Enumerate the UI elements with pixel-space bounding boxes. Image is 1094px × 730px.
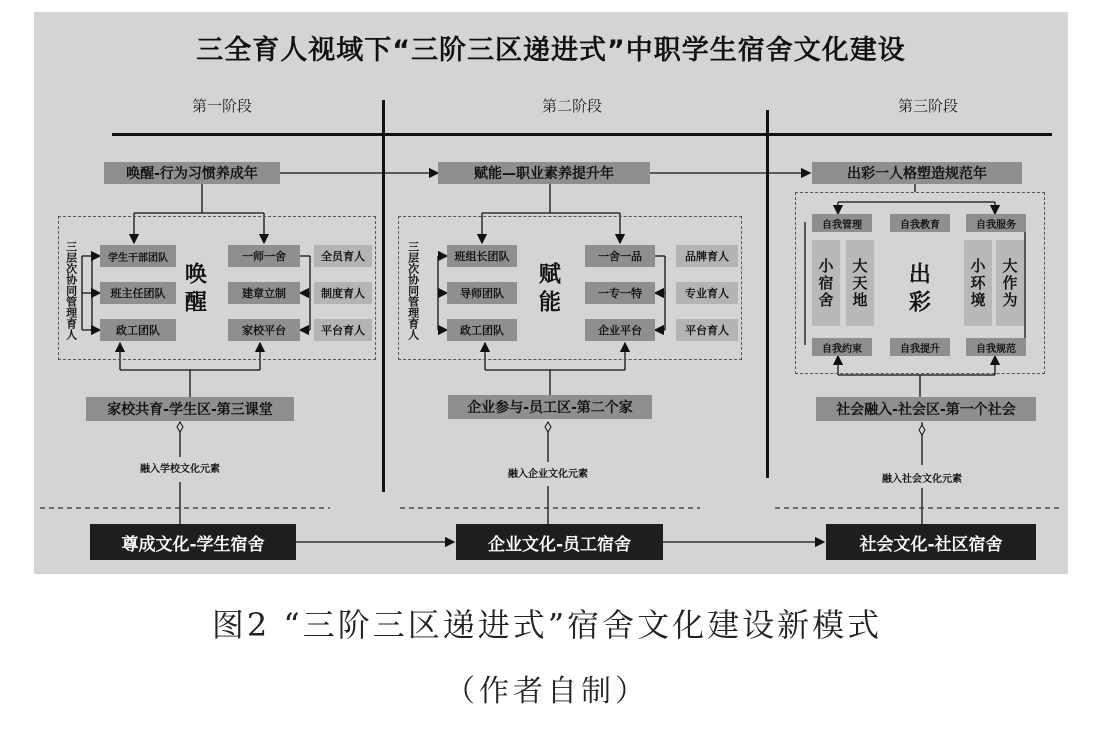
stage-2-center-text: 赋能 — [535, 262, 561, 318]
stage-1-dorm: 尊成文化-学生宿舍 — [90, 524, 296, 560]
stage-1-mid-item: 一师一舍 — [228, 245, 300, 267]
figure-caption-source: （作者自制） — [445, 674, 649, 709]
stage-1-left-item: 学生干部团队 — [100, 245, 176, 267]
stage-1-label: 第一阶段 — [191, 97, 252, 115]
stage-3-bottom-item: 自我提升 — [890, 338, 950, 356]
stage-1-right-item: 全员育人 — [314, 245, 372, 267]
stage-3-center-shine — [904, 262, 934, 318]
stage-3-column: 小环境 — [964, 240, 992, 326]
stage-1-left-item: 班主任团队 — [100, 282, 176, 304]
stage-3-bottom-item: 自我约束 — [812, 338, 872, 356]
stage-3-top-item: 自我管理 — [812, 214, 872, 232]
year-box-empower: 赋能—职业素养提升年 — [438, 162, 650, 184]
stage-1-vertical-label: 三层次协同管理育人 — [64, 240, 78, 340]
stage-3-label: 第三阶段 — [897, 97, 958, 115]
stage-2-label: 第二阶段 — [541, 97, 602, 115]
stage-2-vertical-label: 三层次协同管理育人 — [406, 240, 420, 340]
stage-separator-1 — [382, 100, 385, 492]
stage-1-right-item: 制度育人 — [314, 282, 372, 304]
stage-2-zone: 企业参与-员工区-第二个家 — [448, 395, 652, 419]
stage-1-left-item: 政工团队 — [100, 319, 176, 341]
stage-1-center-text: 唤醒 — [181, 262, 207, 318]
stage-2-mid-item: 一舍一品 — [585, 245, 655, 267]
stage-3-zone: 社会融入-社会区-第一个社会 — [816, 397, 1036, 421]
stage-3-fusion: 融入社会文化元素 — [872, 470, 972, 485]
stage-2-center-empower — [534, 262, 564, 318]
stage-3-column: 大作为 — [996, 240, 1024, 326]
year-box-awaken: 唤醒-行为习惯养成年 — [104, 162, 280, 184]
stage-3-top-item: 自我教育 — [890, 214, 950, 232]
stage-3-top-item: 自我服务 — [966, 214, 1026, 232]
stage-3-bottom-item: 自我规范 — [966, 338, 1026, 356]
stage-3-dorm: 社会文化-社区宿舍 — [826, 524, 1036, 560]
stage-1-fusion: 融入学校文化元素 — [130, 460, 230, 475]
stage-1-mid-item: 家校平台 — [228, 319, 300, 341]
stage-1-right-item: 平台育人 — [314, 319, 372, 341]
stage-2-dorm: 企业文化-员工宿舍 — [456, 524, 663, 560]
stage-separator-2 — [766, 110, 769, 478]
stage-2-left-item: 班组长团队 — [447, 245, 517, 267]
figure-caption: 图2 “三阶三区递进式”宿舍文化建设新模式 — [211, 606, 883, 644]
stage-2-mid-item: 企业平台 — [585, 319, 655, 341]
diagram-title: 三全育人视域下“三阶三区递进式”中职学生宿舍文化建设 — [196, 35, 906, 66]
year-box-shine: 出彩一人格塑造规范年 — [812, 162, 1022, 184]
stage-divider-line — [112, 133, 1052, 136]
stage-2-left-item: 导师团队 — [447, 282, 517, 304]
stage-3-column: 大天地 — [846, 240, 874, 326]
stage-2-right-item: 专业育人 — [676, 282, 738, 304]
stage-3-center-text: 出彩 — [905, 262, 931, 318]
stage-3-column: 小宿舍 — [812, 240, 840, 326]
stage-2-fusion: 融入企业文化元素 — [498, 465, 598, 480]
stage-2-left-item: 政工团队 — [447, 319, 517, 341]
stage-1-zone: 家校共育-学生区-第三课堂 — [86, 397, 294, 421]
stage-2-mid-item: 一专一特 — [585, 282, 655, 304]
stage-1-center-awaken — [180, 262, 210, 318]
stage-1-mid-item: 建章立制 — [228, 282, 300, 304]
stage-2-right-item: 平台育人 — [676, 319, 738, 341]
stage-2-right-item: 品牌育人 — [676, 245, 738, 267]
